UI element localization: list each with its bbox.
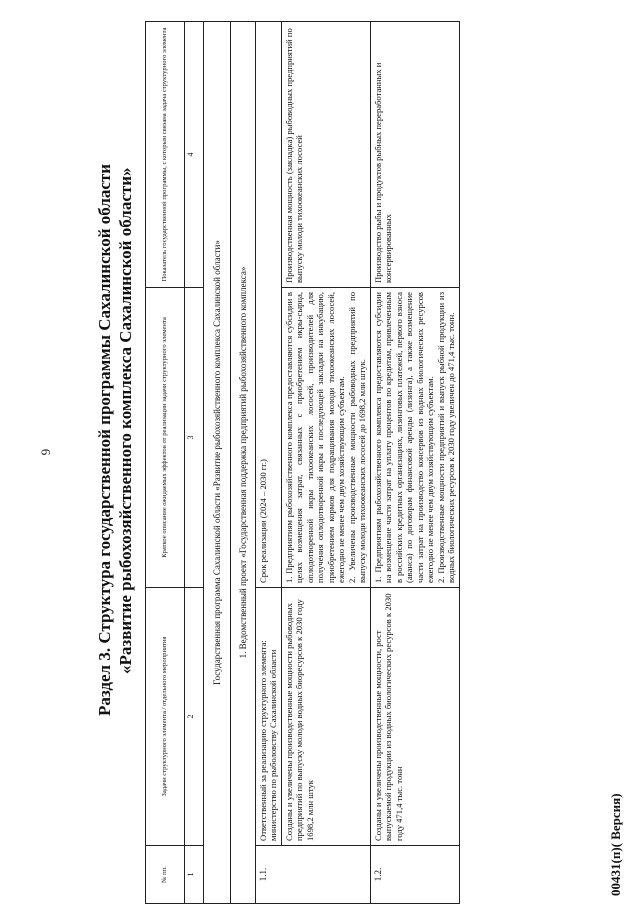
effect-cell	[281, 288, 370, 588]
effect-item: 2. Производственные мощности предприятий и выпуск рыбной продукции из водных биологических ресурсов к 2030 году увеличен до 471,4 тыс. тонн.	[435, 292, 457, 583]
column-number: 2	[185, 588, 204, 846]
program-title: Государственная программа Сахалинской области «Развитие рыбохозяйственного комплекса Сахалинской области»	[204, 22, 231, 904]
project-row	[231, 22, 256, 904]
task-cell: Созданы и увеличены производственные мощности рыбоводных предприятий по выпуску молоди водных биоресурсов к 2030 году 1698,2 млн штук	[281, 588, 370, 846]
effect-cell	[370, 288, 459, 588]
column-number: 1	[185, 846, 204, 904]
header-effect: Краткое описание ожидаемых эффектов от реализации задачи структурного элемента	[146, 288, 185, 588]
period-cell: Срок реализации (2024 – 2030 гг.)	[256, 22, 282, 588]
effect-item: 1. Предприятиям рыбохозяйственного комплекса предоставляются субсидии на возмещение части затрат на уплату процентов по кредитам, привлеченным в российских кредитных организациях, лизинговых платежей, первого взноса (аванса) по договорам финансовой аренды (лизинга), а также возмещение части затрат на производство консервов из водных биологических ресурсов ежегодно не менее чем двум хозяйствующим субъектам.	[372, 292, 436, 583]
header-no: № пп.	[146, 846, 185, 904]
table-row	[281, 22, 370, 904]
header-row	[146, 22, 185, 904]
task-cell: Созданы и увеличены производственные мощности, рост выпускаемой продукции из водных биологических ресурсов к 2030 году 471,4 тыс. тонн	[370, 588, 459, 846]
column-numbers-row	[185, 22, 204, 904]
column-number: 4	[185, 22, 204, 288]
responsible-cell: Ответственный за реализацию структурного элемента: министерство по рыболовству Сахалинской области	[256, 588, 282, 846]
project-title: 1. Ведомственный проект «Государственная поддержка предприятий рыбохозяйственного комплекса»	[231, 22, 256, 904]
effect-item: 2. Увеличены производственные мощности рыбоводных предприятий по выпуску молоди тихоокеанских лососей до 1698,2 млн штук.	[346, 292, 368, 583]
rotated-page	[8, 6, 636, 906]
responsible-row	[256, 22, 282, 904]
indicator-cell: Производственная мощность (закладка) рыбоводных предприятий по выпуску молоди тихоокеанских лососей	[281, 22, 370, 288]
header-task: Задачи структурного элемента / отдельного мероприятия	[146, 588, 185, 846]
page-number: 6	[38, 448, 54, 456]
effect-item: 1. Предприятиям рыбохозяйственного комплекса предоставляются субсидии в целях возмещения затрат, связанных с приобретением икры-сырца, оплодотворенной икры тихоокеанских лососей, производителей для получения оплодотворенной икры и последующей закладки на инкубацию, приобретением кормов для подращивания молоди тихоокеанских лососей, ежегодно не менее чем двум хозяйствующим субъектам.	[283, 292, 347, 583]
row-number: 1.1.	[256, 846, 371, 904]
structure-table	[145, 21, 460, 904]
column-number: 3	[185, 288, 204, 588]
document-code: 00431(п)( Версия)	[608, 793, 623, 896]
table-row	[370, 22, 459, 904]
section-title: Раздел 3. Структура государственной программы Сахалинской области	[95, 163, 114, 716]
indicator-cell: Производство рыбы и продуктов рыбных переработанных и консервированных	[370, 22, 459, 288]
row-number: 1.2.	[370, 846, 459, 904]
program-row	[204, 22, 231, 904]
header-indicator: Показатель государственной программы, с которым связана задача структурного элемента	[146, 22, 185, 288]
section-subtitle: «Развитие рыбохозяйственного комплекса Сахалинской области»	[116, 167, 135, 674]
